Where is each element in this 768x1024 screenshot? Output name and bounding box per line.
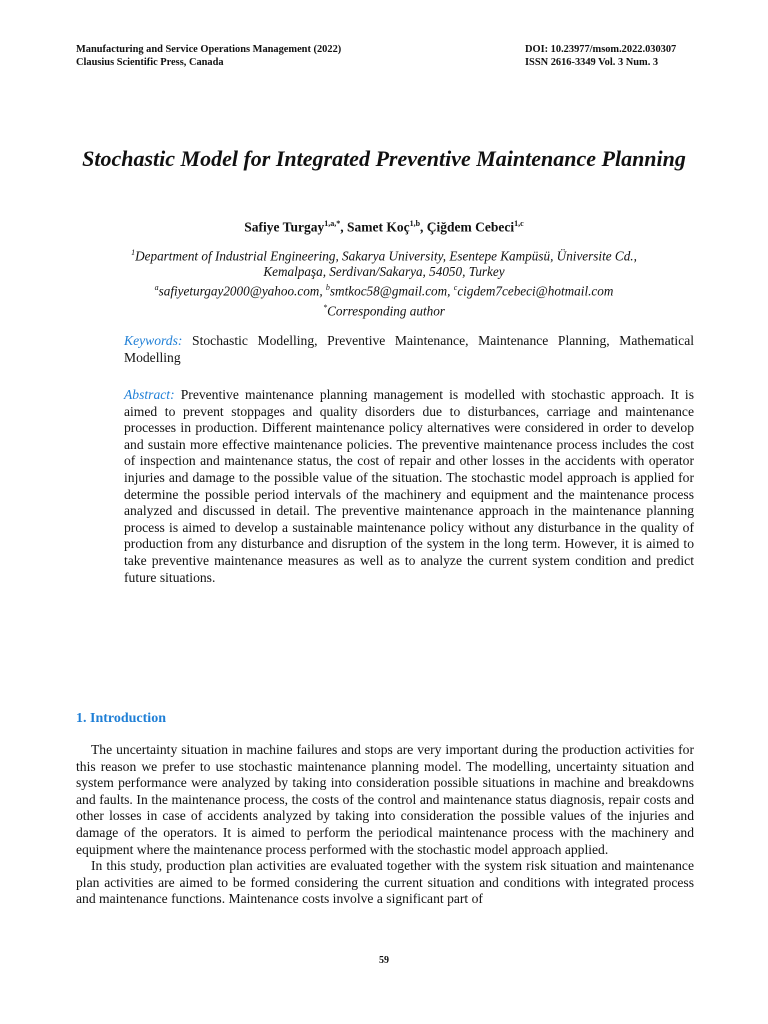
keywords-block bbox=[124, 333, 694, 366]
running-header-left bbox=[76, 43, 341, 69]
doi-link[interactable]: DOI: 10.23977/msom.2022.030307 bbox=[525, 44, 677, 55]
keywords-label: Keywords: bbox=[124, 333, 183, 348]
author-superscript: 1,a,* bbox=[324, 219, 341, 228]
section-heading: 1. Introduction bbox=[76, 711, 166, 726]
email-line: $^a$safiyeturgay2000@yahoo.com, $^b$smtkoc58@gmail.com, $^c$cigdem7cebeci@hotmail.com bbox=[154, 283, 614, 299]
journal-name: Manufacturing and Service Operations Management (2022) bbox=[76, 44, 342, 55]
keywords-text: Stochastic Modelling, Preventive Maintenance, Maintenance Planning, Mathematical Modelling bbox=[124, 333, 695, 365]
section-body bbox=[76, 742, 694, 908]
email-link[interactable]: smtkoc58@gmail.com bbox=[329, 283, 448, 299]
email-link[interactable]: cigdem7cebeci@hotmail.com bbox=[457, 283, 614, 299]
affiliation-block bbox=[76, 245, 692, 319]
email-link[interactable]: safiyeturgay2000@yahoo.com bbox=[158, 283, 320, 299]
author-list: Safiye Turgay$^{1,a,*}$, Samet Koç$^{1,b}$, Çiğdem Cebeci$^{1,c}$ bbox=[244, 219, 524, 235]
author-superscript: 1,c bbox=[514, 219, 524, 228]
publisher-name: Clausius Scientific Press, Canada bbox=[76, 57, 224, 68]
author-superscript: 1,b bbox=[409, 219, 421, 228]
corresponding-note: *Corresponding author bbox=[323, 302, 445, 319]
page-number: 59 bbox=[379, 955, 389, 966]
abstract-label: Abstract: bbox=[124, 387, 175, 402]
author-name: Samet Koç bbox=[346, 219, 410, 235]
issn-info: ISSN 2616-3349 Vol. 3 Num. 3 bbox=[525, 57, 659, 68]
author-name: Safiye Turgay bbox=[244, 219, 325, 235]
body-paragraph: In this study, production plan activities are evaluated together with the system risk situation and maintenance plan activities are aimed to be formed considering the current situation and conditions with integrated process and maintenance functions. Maintenance costs involve a significant part of bbox=[76, 858, 694, 907]
affiliation-line: Kemalpaşa, Serdivan/Sakarya, 54050, Turkey bbox=[263, 264, 505, 280]
paper-title: Stochastic Model for Integrated Preventive Maintenance Planning bbox=[82, 146, 686, 171]
abstract-text: Preventive maintenance planning management is modelled with stochastic approach. It is aimed to prevent stoppages and quality disorders due to disturbances, carriage and maintenance processes in production. Different maintenance policy alternatives were considered in order to develop and sustain more effective maintenance policies. The preventive maintenance process includes the cost of inspection and maintenance status, the cost of repair and other losses in the accidents with operator injuries and damage to the possible value of the situation. The stochastic model approach is applied for determine the possible period intervals of the machinery and equipment and the maintenance process analyzed and discussed in detail. The preventive maintenance approach in the maintenance planning process is aimed to develop a sustainable maintenance policy without any disturbance in the quality of production from any disturbance and disruption of the system in the long term. However, it is aimed to take preventive maintenance measures as well as to analyze the current system condition and predict future situations. bbox=[124, 387, 694, 585]
abstract-block bbox=[124, 387, 694, 586]
body-paragraph: The uncertainty situation in machine failures and stops are very important during the production activities for this reason we prefer to use stochastic maintenance planning model. The modelling, uncertainty situation and system performance were analyzed by taking into consideration possible situations in machine and breakdowns and faults. In the maintenance process, the costs of the control and maintenance status diagnosis, repair costs and other losses in case of accidents analyzed by taking into consideration the possible values of the injuries and damage of the operators. It is aimed to perform the periodical maintenance process with the machinery and equipment where the maintenance process performed with the stochastic model approach applied. bbox=[76, 742, 694, 857]
running-header-right bbox=[525, 43, 676, 69]
author-name: Çiğdem Cebeci bbox=[426, 219, 515, 235]
affiliation-line: $^1$Department of Industrial Engineering, Sakarya University, Esentepe Kampüsü, Üniversite Cd., bbox=[131, 248, 637, 264]
